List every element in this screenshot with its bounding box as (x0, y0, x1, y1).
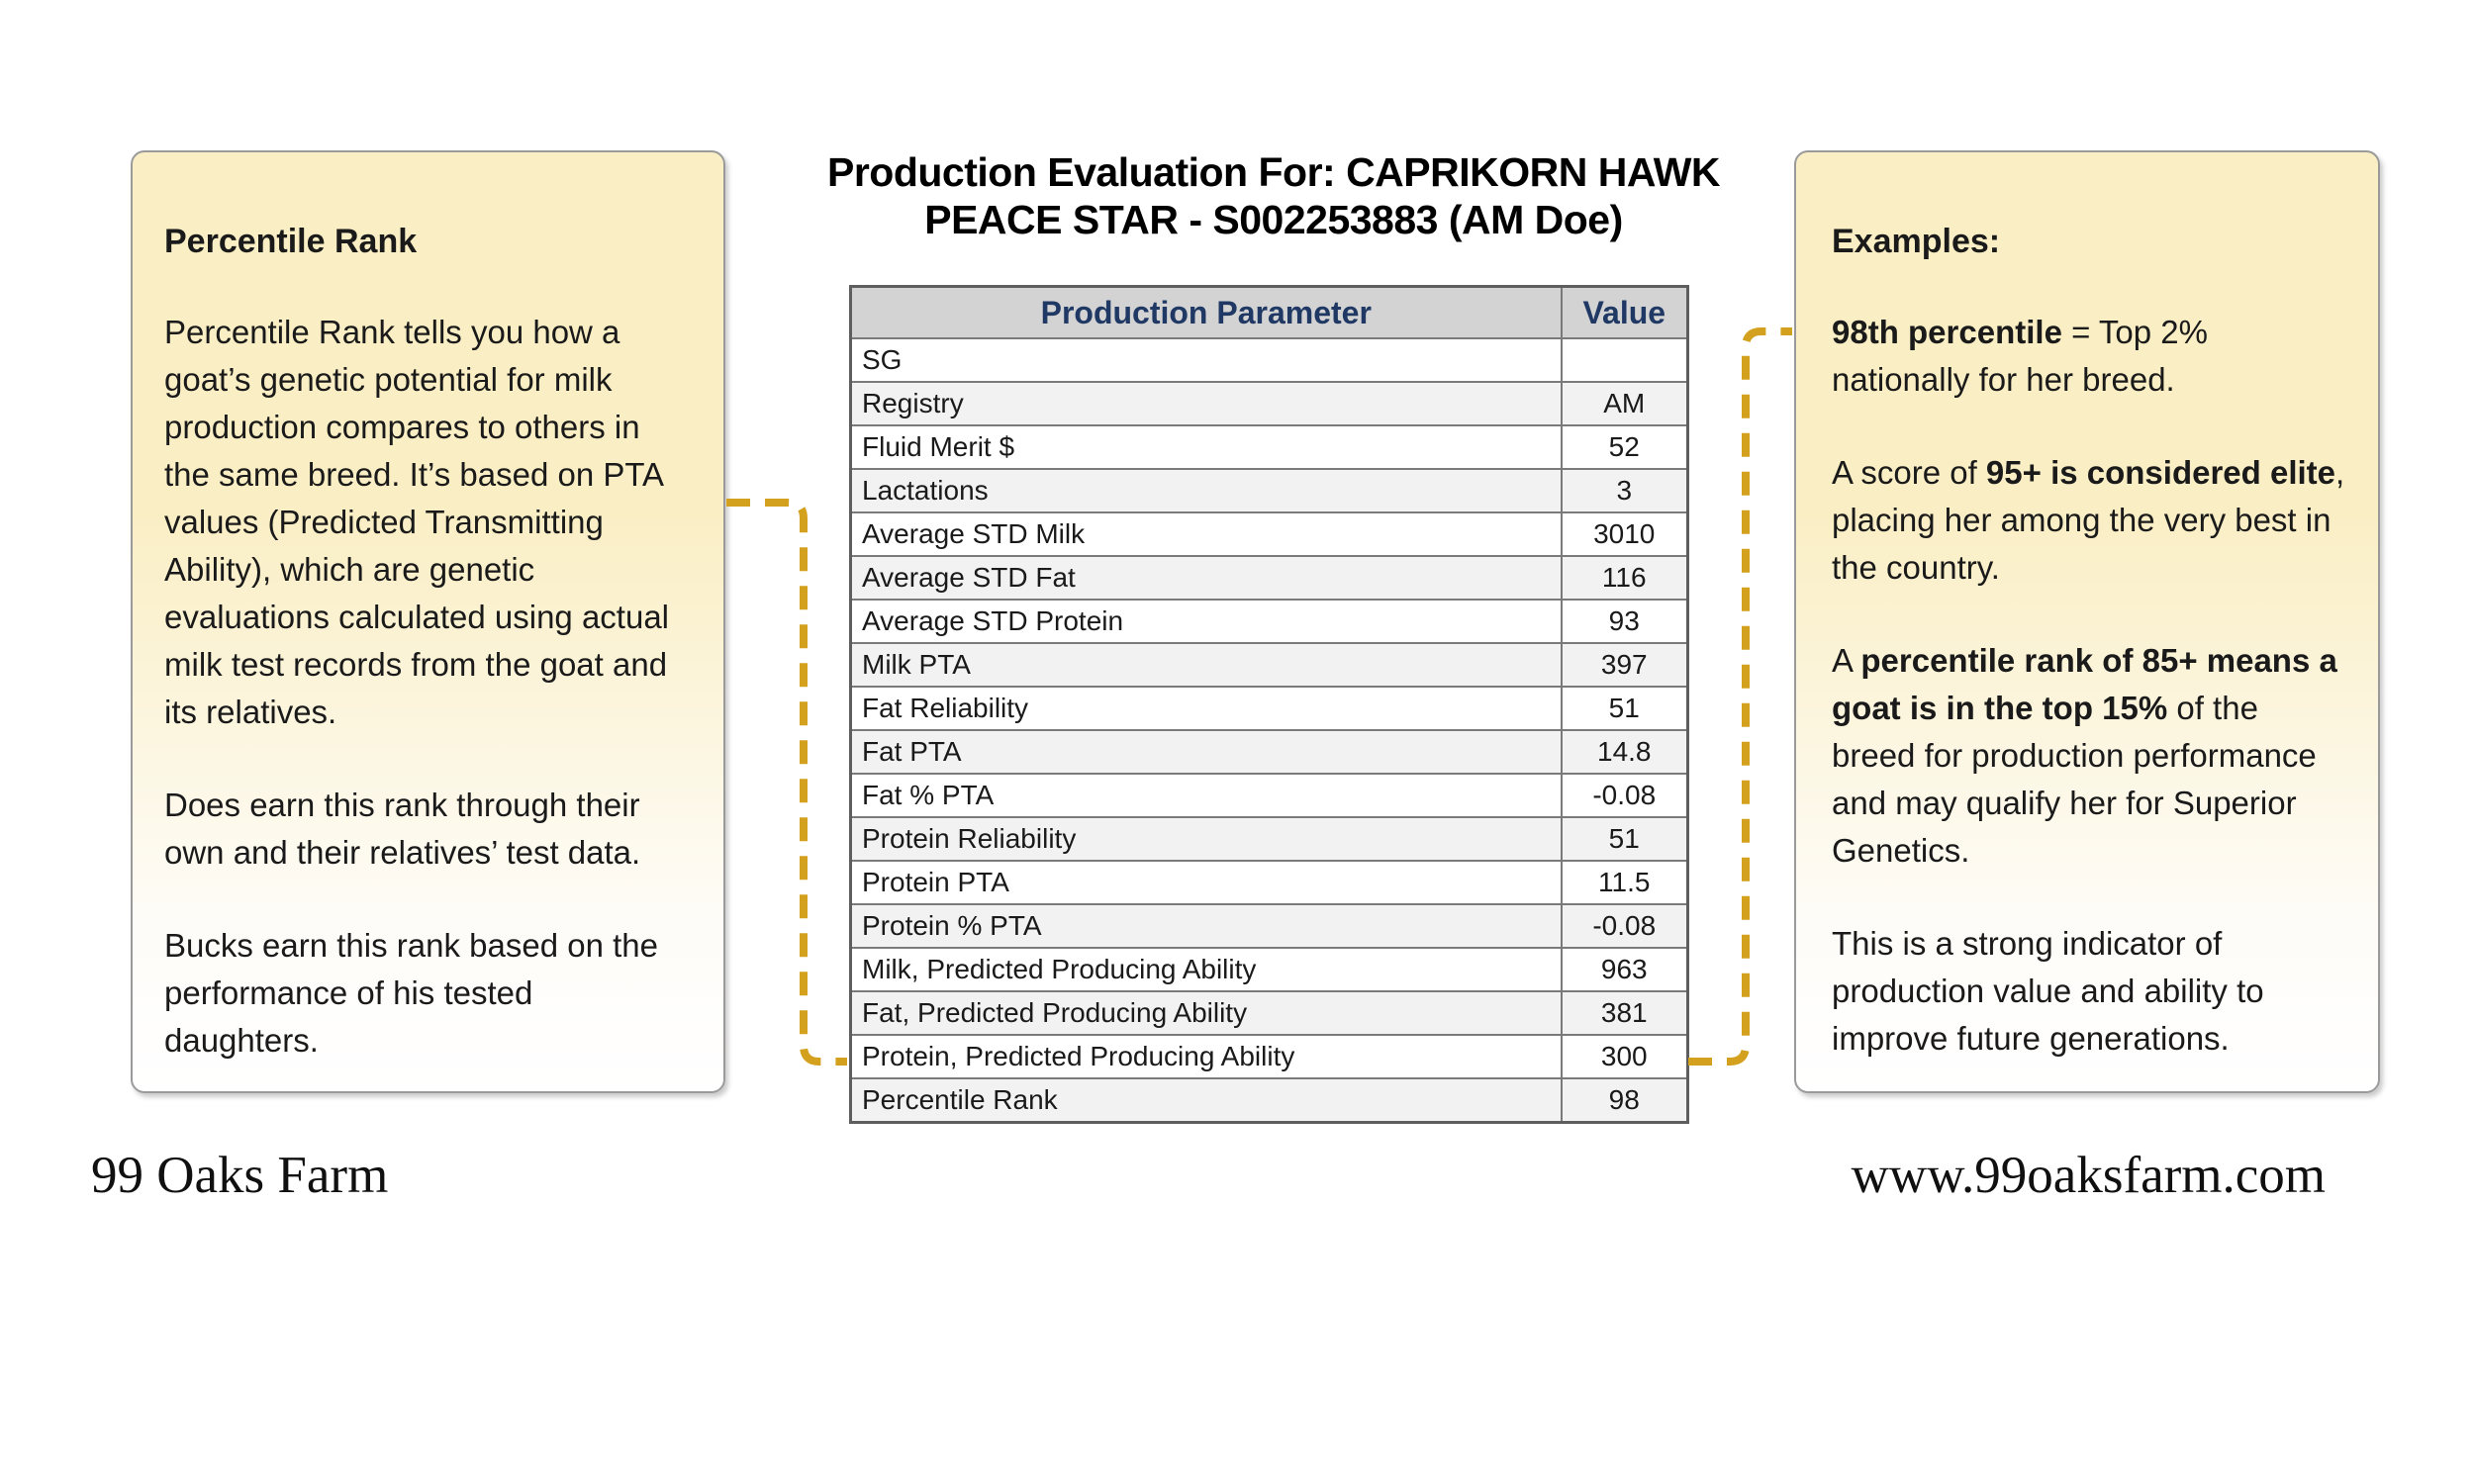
page-title (804, 148, 1744, 243)
parameter-cell: Average STD Fat (851, 556, 1562, 600)
value-cell: 51 (1562, 817, 1688, 861)
parameter-cell: Lactations (851, 469, 1562, 512)
table-row (851, 904, 1688, 948)
parameter-cell: Average STD Milk (851, 512, 1562, 556)
panel-paragraph: 98th percentile = Top 2% nationally for her breed. (1832, 314, 2209, 398)
value-cell: 51 (1562, 687, 1688, 730)
value-cell: 397 (1562, 643, 1688, 687)
parameter-cell: Fat Reliability (851, 687, 1562, 730)
value-cell: 14.8 (1562, 730, 1688, 774)
value-cell: AM (1562, 382, 1688, 425)
table-row (851, 469, 1688, 512)
parameter-cell: Percentile Rank (851, 1078, 1562, 1123)
column-header-parameter: Production Parameter (851, 287, 1562, 339)
value-cell: 3010 (1562, 512, 1688, 556)
production-table (849, 285, 1689, 1124)
table-row (851, 817, 1688, 861)
panel-paragraph: A score of 95+ is considered elite, placing her among the very best in the country. (1832, 454, 2345, 586)
percentile-rank-panel (131, 150, 725, 1093)
examples-panel (1794, 150, 2380, 1093)
value-cell: 116 (1562, 556, 1688, 600)
table-row (851, 948, 1688, 991)
value-cell: 11.5 (1562, 861, 1688, 904)
value-cell: 381 (1562, 991, 1688, 1035)
parameter-cell: Fluid Merit $ (851, 425, 1562, 469)
parameter-cell: Milk PTA (851, 643, 1562, 687)
panel-paragraph: Percentile Rank tells you how a goat’s genetic potential for milk production compares to others in the same breed. It’s based on PTA values (Predicted Transmitting Ability), which are genetic evaluations calculated using actual milk test records from the goat and its relatives. (164, 314, 670, 730)
table-row (851, 556, 1688, 600)
table-row (851, 643, 1688, 687)
parameter-cell: Protein % PTA (851, 904, 1562, 948)
panel-paragraph: Does earn this rank through their own and their relatives’ test data. (164, 787, 641, 871)
table-row (851, 425, 1688, 469)
parameter-cell: Protein Reliability (851, 817, 1562, 861)
table-row (851, 382, 1688, 425)
table-row (851, 774, 1688, 817)
parameter-cell: Protein PTA (851, 861, 1562, 904)
panel-heading: Examples: (1832, 223, 2001, 260)
parameter-cell: Milk, Predicted Producing Ability (851, 948, 1562, 991)
panel-paragraphs (164, 309, 692, 1065)
table-row (851, 512, 1688, 556)
table-row (851, 338, 1688, 382)
value-cell: -0.08 (1562, 774, 1688, 817)
connector-right (1688, 331, 1792, 1062)
table-row (851, 687, 1688, 730)
page-title-line1: Production Evaluation For: CAPRIKORN HAWK (827, 149, 1720, 195)
table-row (851, 991, 1688, 1035)
table-row (851, 1078, 1688, 1123)
parameter-cell: Protein, Predicted Producing Ability (851, 1035, 1562, 1078)
parameter-cell: Registry (851, 382, 1562, 425)
connector-left (726, 503, 847, 1062)
table-row (851, 600, 1688, 643)
parameter-cell: Average STD Protein (851, 600, 1562, 643)
parameter-cell: SG (851, 338, 1562, 382)
panel-paragraph: Bucks earn this rank based on the performance of his tested daughters. (164, 927, 658, 1059)
value-cell (1562, 338, 1688, 382)
panel-paragraph: This is a strong indicator of production value and ability to improve future generations. (1832, 925, 2264, 1057)
parameter-cell: Fat % PTA (851, 774, 1562, 817)
panel-paragraph: A percentile rank of 85+ means a goat is in the top 15% of the breed for production performance and may qualify her for Superior Genetics. (1832, 642, 2337, 869)
table-header-row (851, 287, 1688, 339)
table-row (851, 730, 1688, 774)
value-cell: 300 (1562, 1035, 1688, 1078)
parameter-cell: Fat PTA (851, 730, 1562, 774)
value-cell: 93 (1562, 600, 1688, 643)
table-row (851, 1035, 1688, 1078)
page-title-line2: PEACE STAR - S002253883 (AM Doe) (924, 197, 1623, 242)
value-cell: 52 (1562, 425, 1688, 469)
table-body (851, 338, 1688, 1123)
value-cell: -0.08 (1562, 904, 1688, 948)
parameter-cell: Fat, Predicted Producing Ability (851, 991, 1562, 1035)
panel-heading: Percentile Rank (164, 223, 418, 260)
website-url: www.99oaksfarm.com (1851, 1147, 2326, 1204)
panel-paragraphs (1832, 309, 2348, 1063)
column-header-value: Value (1562, 287, 1688, 339)
value-cell: 98 (1562, 1078, 1688, 1123)
value-cell: 963 (1562, 948, 1688, 991)
farm-name: 99 Oaks Farm (91, 1147, 389, 1204)
value-cell: 3 (1562, 469, 1688, 512)
table-row (851, 861, 1688, 904)
